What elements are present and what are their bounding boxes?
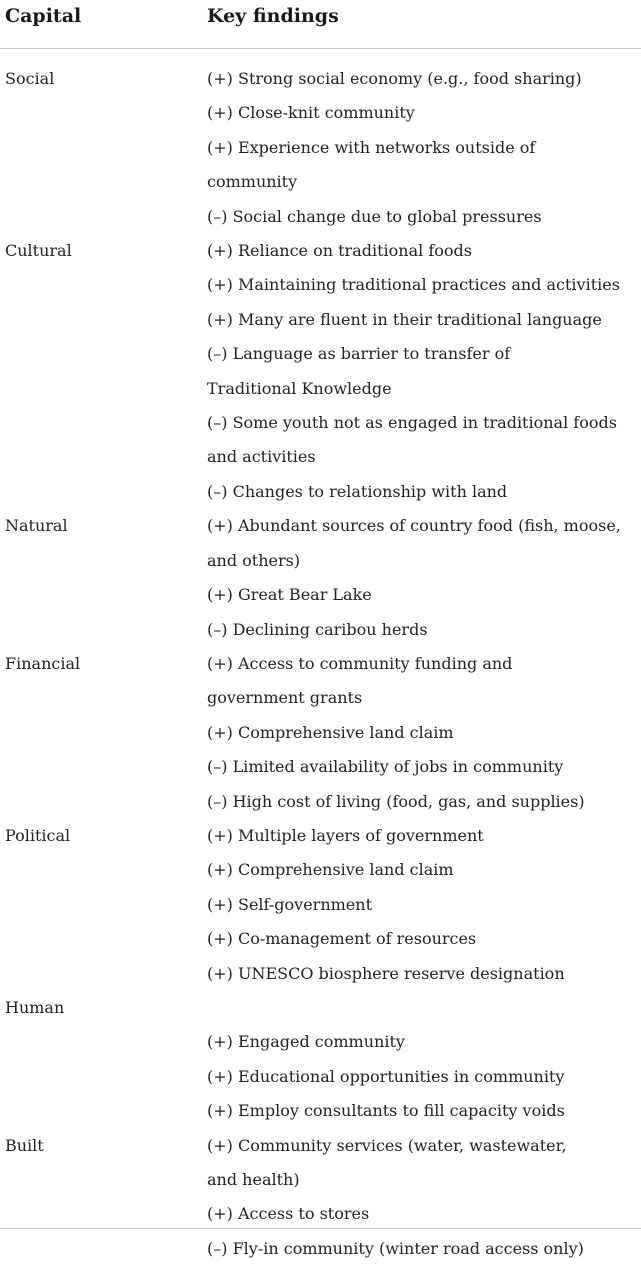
table-row-group xyxy=(0,647,641,819)
findings-cell xyxy=(202,234,641,509)
capital-cell: Built xyxy=(5,1135,44,1155)
finding-line: and health) xyxy=(207,1169,300,1189)
table-header xyxy=(0,0,641,49)
capital-cell: Social xyxy=(5,69,55,88)
finding-line: (+) Close-knit community xyxy=(207,103,415,123)
finding-line: (–) Fly-in community (winter road access only) xyxy=(207,1238,584,1258)
finding-line: (+) UNESCO biosphere reserve designation xyxy=(207,963,565,983)
finding-line: (+) Strong social economy (e.g., food sharing) xyxy=(207,69,582,88)
finding-line: (–) Social change due to global pressures xyxy=(207,206,542,226)
finding-line: (+) Great Bear Lake xyxy=(207,585,372,605)
table-row-group xyxy=(0,509,641,647)
table-row-group xyxy=(0,62,641,234)
finding-line: government grants xyxy=(207,688,363,708)
finding-line: Traditional Knowledge xyxy=(207,378,392,398)
finding-line: (+) Experience with networks outside of community xyxy=(207,137,536,192)
findings-cell xyxy=(202,509,641,647)
finding-line: (+) Multiple layers of government xyxy=(207,825,484,845)
findings-cell xyxy=(202,647,641,819)
findings-cell xyxy=(202,1129,641,1266)
finding-line: (–) Limited availability of jobs in community xyxy=(207,757,564,777)
finding-line: (+) Self-government xyxy=(207,894,372,914)
capital-cell: Cultural xyxy=(5,241,72,261)
capital-cell: Natural xyxy=(5,516,68,536)
finding-line: (+) Employ consultants to fill capacity voids xyxy=(207,1101,565,1121)
findings-cell xyxy=(202,991,641,1129)
finding-line: (–) Changes to relationship with land xyxy=(207,481,508,501)
header-capital: Capital xyxy=(5,5,82,27)
finding-line: (–) High cost of living (food, gas, and supplies) xyxy=(207,791,585,811)
capital-cell: Human xyxy=(5,997,65,1017)
finding-line: (+) Comprehensive land claim xyxy=(207,860,454,880)
finding-line: and activities xyxy=(207,447,316,467)
finding-line: (+) Community services (water, wastewater, xyxy=(207,1135,567,1155)
finding-line: (+) Access to stores xyxy=(207,1204,370,1224)
finding-line: (+) Educational opportunities in community xyxy=(207,1066,565,1086)
table-body xyxy=(0,49,641,1266)
finding-line: (–) Language as barrier to transfer of xyxy=(207,344,511,364)
finding-line: (+) Reliance on traditional foods xyxy=(207,241,472,261)
table-row-group xyxy=(0,234,641,509)
header-key-findings: Key findings xyxy=(207,5,339,27)
finding-line: (+) Many are fluent in their traditional language xyxy=(207,309,602,329)
findings-cell xyxy=(202,819,641,991)
table-row-group xyxy=(0,819,641,991)
findings-cell xyxy=(202,62,641,234)
table-row-group xyxy=(0,1129,641,1266)
finding-line: (+) Access to community funding and xyxy=(207,653,513,673)
finding-line: (+) Co-management of resources xyxy=(207,929,477,949)
blank-line xyxy=(207,991,627,1025)
finding-line: (–) Declining caribou herds xyxy=(207,619,428,639)
finding-line: (+) Maintaining traditional practices and activities xyxy=(207,275,620,295)
capital-cell: Financial xyxy=(5,653,81,673)
finding-line: (+) Engaged community xyxy=(207,1032,405,1052)
table-bottom-rule xyxy=(0,1228,641,1229)
finding-line: (–) Some youth not as engaged in traditional foods xyxy=(207,413,617,433)
finding-line: (+) Comprehensive land claim xyxy=(207,722,454,742)
table-row-group xyxy=(0,991,641,1129)
capital-cell: Political xyxy=(5,825,71,845)
finding-line: (+) Abundant sources of country food (fish, moose, xyxy=(207,516,621,536)
finding-line: and others) xyxy=(207,550,301,570)
